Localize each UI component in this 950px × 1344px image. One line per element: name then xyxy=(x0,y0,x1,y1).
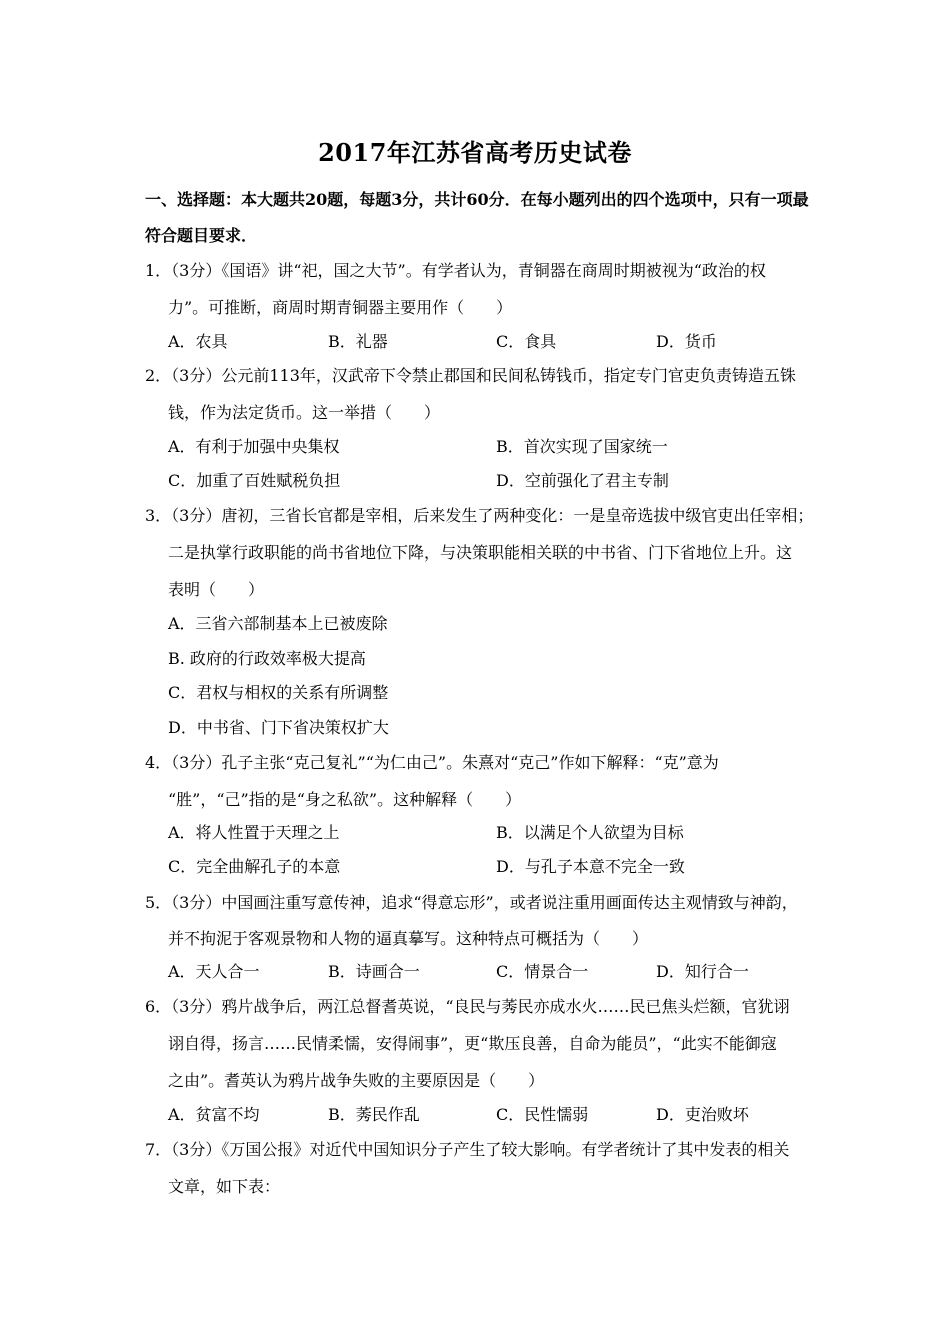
option-d: D．中书省、门下省决策权扩大 xyxy=(168,718,389,737)
option-b: B．诗画合一 xyxy=(328,962,420,981)
question-text: 6．（3分）鸦片战争后，两江总督耆英说，“良民与莠民亦成水火……民已焦头烂额，官犹诩 xyxy=(145,997,790,1016)
option-a: A．天人合一 xyxy=(168,962,260,981)
question-text: 诩自得，扬言……民情柔懦，安得闹事”，更“欺压良善，自命为能员”，“此实不能御寇 xyxy=(168,1034,777,1053)
option-a: A．三省六部制基本上已被废除 xyxy=(168,614,388,633)
question-text: 之由”。耆英认为鸦片战争失败的主要原因是（ ） xyxy=(168,1071,545,1090)
option-c: C．完全曲解孔子的本意 xyxy=(168,857,341,876)
option-b: B．莠民作乱 xyxy=(328,1105,420,1124)
question-text: 2．（3分）公元前113年，汉武帝下令禁止郡国和民间私铸钱币，指定专门官吏负责铸造五铢 xyxy=(145,366,796,385)
option-b: B．礼器 xyxy=(328,332,388,351)
question-text: 3．（3分）唐初，三省长官都是宰相，后来发生了两种变化：一是皇帝选拔中级官吏出任宰相； xyxy=(145,506,814,525)
question-text: 1．（3分）《国语》讲“祀，国之大节”。有学者认为，青铜器在商周时期被视为“政治的权 xyxy=(145,261,766,280)
option-a: A．农具 xyxy=(168,332,228,351)
question-text: 并不拘泥于客观景物和人物的逼真摹写。这种特点可概括为（ ） xyxy=(168,929,649,948)
option-c: C．君权与相权的关系有所调整 xyxy=(168,683,389,702)
question-text: “胜”，“己”指的是“身之私欲”。这种解释（ ） xyxy=(168,790,522,809)
option-c: C．食具 xyxy=(496,332,557,351)
section-heading-line: 一、选择题：本大题共20题，每题3分，共计60分．在每小题列出的四个选项中，只有一项最 xyxy=(145,190,809,209)
question-text: 表明（ ） xyxy=(168,580,265,599)
question-text: 钱，作为法定货币。这一举措（ ） xyxy=(168,403,441,422)
option-c: C．民性懦弱 xyxy=(496,1105,589,1124)
question-text: 7．（3分）《万国公报》对近代中国知识分子产生了较大影响。有学者统计了其中发表的相关 xyxy=(145,1140,790,1159)
question-text: 文章，如下表： xyxy=(168,1177,281,1196)
option-d: D．空前强化了君主专制 xyxy=(496,471,669,490)
option-d: D．货币 xyxy=(656,332,717,351)
option-c: C．加重了百姓赋税负担 xyxy=(168,471,341,490)
question-text: 4．（3分）孔子主张“克己复礼”“为仁由己”。朱熹对“克己”作如下解释：“克”意为 xyxy=(145,753,719,772)
option-a: A．将人性置于天理之上 xyxy=(168,823,340,842)
question-text: 二是执掌行政职能的尚书省地位下降，与决策职能相关联的中书省、门下省地位上升。这 xyxy=(168,543,793,562)
option-c: C．情景合一 xyxy=(496,962,589,981)
option-b: B．首次实现了国家统一 xyxy=(496,437,668,456)
section-heading-line: 符合题目要求． xyxy=(145,226,258,245)
page-title: 2017年江苏省高考历史试卷 xyxy=(318,138,632,167)
option-d: D．与孔子本意不完全一致 xyxy=(496,857,685,876)
option-a: A．贫富不均 xyxy=(168,1105,260,1124)
question-text: 5．（3分）中国画注重写意传神，追求“得意忘形”，或者说注重用画面传达主观情致与神韵， xyxy=(145,893,798,912)
option-b: B．以满足个人欲望为目标 xyxy=(496,823,684,842)
option-d: D．知行合一 xyxy=(656,962,749,981)
option-b: B. 政府的行政效率极大提高 xyxy=(168,649,366,668)
question-text: 力”。可推断，商周时期青铜器主要用作（ ） xyxy=(168,298,513,317)
option-a: A．有利于加强中央集权 xyxy=(168,437,340,456)
section-heading xyxy=(145,182,813,254)
option-d: D．吏治败坏 xyxy=(656,1105,749,1124)
